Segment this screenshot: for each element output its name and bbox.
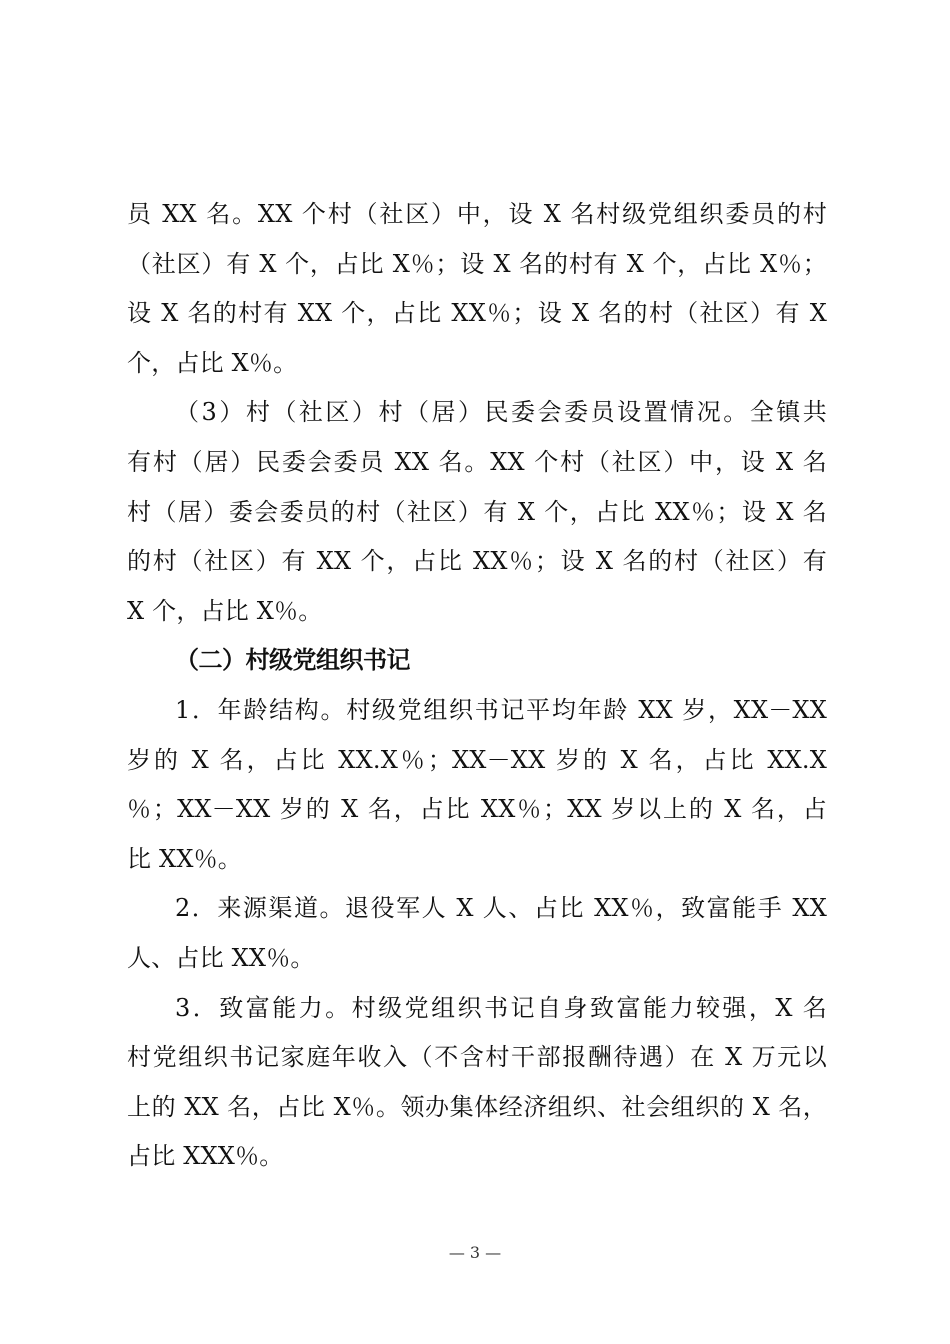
paragraph-line: 个，占比 X％。 bbox=[127, 348, 298, 377]
paragraph-line: 设 X 名的村有 XX 个，占比 XX％；设 X 名的村（社区）有 X bbox=[127, 299, 827, 328]
paragraph-line: 1．年龄结构。村级党组织书记平均年龄 XX 岁，XX－XX bbox=[175, 695, 827, 724]
paragraph-line: 村党组织书记家庭年收入（不含村干部报酬待遇）在 X 万元以 bbox=[127, 1043, 827, 1072]
paragraph-line: 人、占比 XX％。 bbox=[127, 943, 315, 972]
paragraph-line: 比 XX％。 bbox=[127, 844, 243, 873]
page-number: — 3 — bbox=[448, 1243, 502, 1262]
paragraph-line: （社区）有 X 个，占比 X％；设 X 名的村有 X 个，占比 X％； bbox=[127, 249, 827, 278]
document-body bbox=[127, 190, 827, 1182]
paragraph-line: 员 XX 名。XX 个村（社区）中，设 X 名村级党组织委员的村 bbox=[127, 200, 827, 228]
paragraph-line: 3．致富能力。村级党组织书记自身致富能力较强，X 名 bbox=[175, 993, 827, 1022]
paragraph-line: （3）村（社区）村（居）民委会委员设置情况。全镇共 bbox=[175, 398, 827, 427]
paragraph-line: 占比 XXX％。 bbox=[127, 1142, 284, 1171]
paragraph-line: 有村（居）民委会委员 XX 名。XX 个村（社区）中，设 X 名 bbox=[127, 447, 827, 476]
paragraph-line: ％；XX－XX 岁的 X 名，占比 XX％；XX 岁以上的 X 名，占 bbox=[127, 795, 827, 824]
paragraph-line: 岁的 X 名，占比 XX.X％；XX－XX 岁的 X 名，占比 XX.X bbox=[127, 745, 827, 774]
paragraph-line: 上的 XX 名，占比 X％。领办集体经济组织、社会组织的 X 名， bbox=[127, 1092, 827, 1121]
paragraph-line: X 个，占比 X％。 bbox=[127, 596, 323, 625]
paragraph-line: 村（居）委会委员的村（社区）有 X 个，占比 XX％；设 X 名 bbox=[127, 497, 827, 526]
section-heading: （二）村级党组织书记 bbox=[175, 646, 410, 675]
paragraph-line: 2．来源渠道。退役军人 X 人、占比 XX％，致富能手 XX bbox=[175, 894, 827, 923]
paragraph-line: 的村（社区）有 XX 个，占比 XX％；设 X 名的村（社区）有 bbox=[127, 547, 827, 576]
